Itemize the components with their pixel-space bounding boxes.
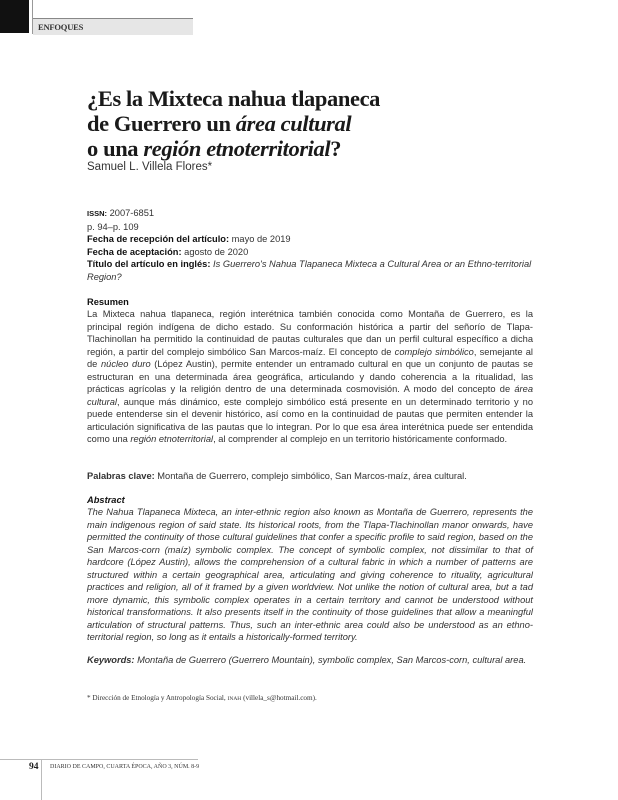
accepted-label: Fecha de aceptación: bbox=[87, 246, 182, 257]
title-italic: región etnoterritorial bbox=[143, 136, 331, 161]
journal-info: DIARIO DE CAMPO, CUARTA ÉPOCA, AÑO 3, NÚM. 8-9 bbox=[50, 764, 200, 770]
abstract-section bbox=[87, 494, 533, 643]
accepted-date bbox=[87, 246, 533, 259]
footnote-email: (villela_s@hotmail.com). bbox=[241, 694, 317, 702]
resumen-text bbox=[87, 308, 533, 445]
english-title-value: Is Guerrero's Nahua Tlapaneca Mixteca a Cultural Area or an Ethno-territorial Region? bbox=[87, 259, 532, 282]
resumen-heading: Resumen bbox=[87, 297, 129, 307]
abstract-heading: Abstract bbox=[87, 495, 125, 505]
footnote-text: * Dirección de Etnología y Antropología Social, bbox=[87, 694, 228, 702]
pages: p. 94–p. 109 bbox=[87, 221, 139, 232]
resumen-text-segment: La Mixteca nahua tlapaneca, región interétnica también conocida como Montaña de Guerrero, es la principal región indígena de dicho estado. Su conformación histórica a partir del señorío de Tlapa-Tlachinollan ha permitido la continuidad de pautas culturales que dan un perfil cultural específico a dicha región, a partir del complejo simbólico San Marcos-maíz. El concepto de bbox=[87, 309, 533, 357]
footer-vertical-divider bbox=[41, 759, 42, 800]
resumen-section bbox=[87, 296, 533, 445]
english-title bbox=[87, 258, 533, 283]
resumen-italic-term: área cultural bbox=[87, 384, 533, 407]
palabras-clave bbox=[87, 470, 533, 482]
corner-block bbox=[0, 0, 29, 33]
article-metadata bbox=[87, 207, 533, 284]
footnote-institution: INAH bbox=[227, 696, 242, 702]
title-line-2 bbox=[87, 111, 507, 136]
palabras-label: Palabras clave: bbox=[87, 471, 155, 481]
resumen-text-segment: , aunque más dinámico, este complejo simbólico está presente en un determinado territorio y no puede entenderse sin el devenir histórico, así como en la continuidad de pautas que permiten entender la articulación significativa de las pautas que lo integran. Por lo que esa área interétnica puede ser entendida como una bbox=[87, 396, 533, 444]
received-date bbox=[87, 233, 533, 246]
footer-divider bbox=[0, 759, 198, 760]
footnote bbox=[87, 694, 317, 702]
palabras-text: Montaña de Guerrero, complejo simbólico, San Marcos-maíz, área cultural. bbox=[154, 471, 467, 481]
page-number: 94 bbox=[29, 762, 39, 772]
title-line-1: ¿Es la Mixteca nahua tlapaneca bbox=[87, 86, 381, 111]
title-italic: área cultural bbox=[235, 111, 352, 136]
issn bbox=[87, 207, 533, 221]
keywords-text: Montaña de Guerrero (Guerrero Mountain), symbolic complex, San Marcos-corn, cultural area. bbox=[134, 655, 527, 665]
article-title bbox=[87, 86, 507, 161]
abstract-text: The Nahua Tlapaneca Mixteca, an inter-ethnic region also known as Montaña de Guerrero, represents the main indigenous region of said state. Its historical roots, from the Tlapa-Tlachinollan manor onwards, have permitted the continuity of those cultural guidelines that confer a specific profile to said region, based on the San Marcos-corn (maíz) symbolic complex. The concept of symbolic complex, not dissimilar to that of hardcore (López Austin), allows the comprehension of a cultural fabric in which a number of patterns are structured within a certain geographical area, articulating and giving coherence to rituality, agricultural practices and religion, all of it framed by a given worldview. Not unlike the notion of cultural area, but a tad more dynamic, this symbolic complex operates in a certain territory and cannot be understood without historical transformations. It also presents itself in the continuity of those guidelines that allow a meaningful articulation of structural patterns. Thus, such an inter-ethnic area could also be understood as an ethno-territorial region, so long as it entails a historically-formed territory. bbox=[87, 507, 533, 642]
received-value: mayo de 2019 bbox=[229, 234, 291, 245]
resumen-text-segment: , semejante al de bbox=[87, 346, 533, 370]
title-text: o una bbox=[87, 136, 144, 161]
keywords bbox=[87, 654, 533, 666]
title-line-3 bbox=[87, 136, 507, 161]
english-title-label: Título del artículo en inglés: bbox=[87, 259, 211, 270]
issn-label: ISSN: bbox=[87, 209, 108, 218]
resumen-text-segment: , al comprender al complejo en un territorio históricamente conformado. bbox=[213, 433, 508, 444]
resumen-text-segment: (López Austin), permite entender un entramado cultural en que un conjunto de pautas se estructuran en una determinada área geográfica, articulando y dando coherencia a la ritualidad, las prácticas agrícolas y la religión dentro de una determinada cosmovisión. A modo del concepto de bbox=[87, 359, 533, 395]
keywords-label: Keywords: bbox=[87, 655, 135, 665]
resumen-italic-term: núcleo duro bbox=[101, 359, 151, 370]
received-label: Fecha de recepción del artículo: bbox=[87, 234, 230, 245]
title-text: ? bbox=[330, 136, 342, 161]
resumen-italic-term: región etnoterritorial bbox=[130, 433, 214, 444]
accepted-value: agosto de 2020 bbox=[181, 246, 249, 257]
resumen-italic-term: complejo simbólico bbox=[394, 346, 474, 357]
title-text: de Guerrero un bbox=[87, 111, 236, 136]
issn-value: 2007-6851 bbox=[107, 208, 155, 218]
author-name: Samuel L. Villela Flores* bbox=[87, 161, 213, 173]
section-header bbox=[33, 18, 193, 35]
section-label: ENFOQUES bbox=[38, 22, 84, 32]
